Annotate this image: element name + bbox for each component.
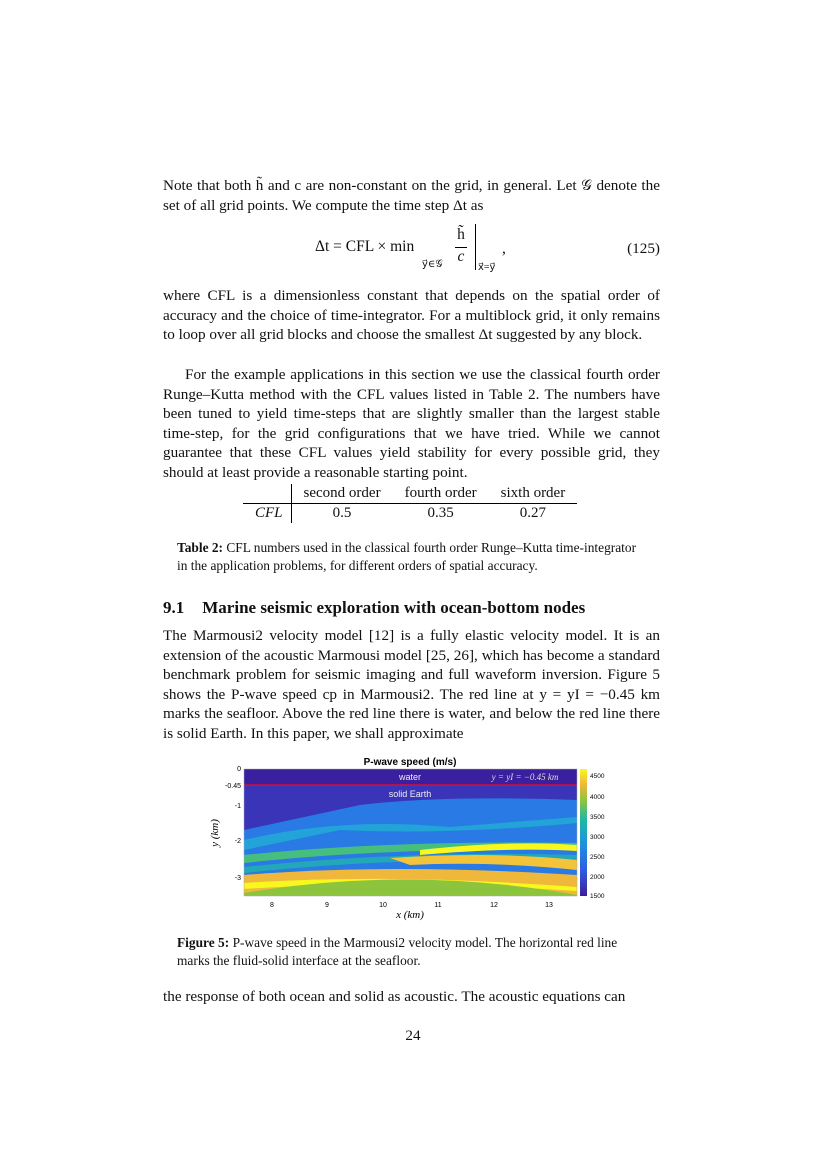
water-label: water [398, 772, 422, 782]
x-tick: 12 [490, 902, 498, 909]
colorbar-tick: 4000 [590, 794, 605, 801]
colorbar-tick: 1500 [590, 893, 605, 900]
x-tick: 11 [434, 902, 442, 909]
y-tick: -3 [234, 875, 241, 882]
table-header: second order [291, 484, 393, 504]
equation-number: (125) [627, 240, 660, 257]
paragraph-acoustic: the response of both ocean and solid as acoustic. The acoustic equations can [163, 988, 626, 1005]
colorbar-tick: 2500 [590, 854, 605, 861]
section-heading: 9.1 Marine seismic exploration with ocean-bottom nodes [163, 598, 586, 617]
y-tick: 0 [237, 766, 241, 773]
x-tick: 13 [545, 902, 553, 909]
velocity-plot [190, 755, 630, 925]
solid-earth-label: solid Earth [388, 789, 432, 799]
y-tick: -0.45 [225, 783, 241, 790]
figure-caption: Figure 5: P-wave speed in the Marmousi2 velocity model. The horizontal red line marks the fluid-solid interface at the seafloor. [177, 935, 618, 968]
x-axis-label: x (km) [396, 909, 424, 921]
table-cell: 0.5 [332, 505, 352, 521]
cfl-table [243, 484, 577, 523]
figure-title: P-wave speed (m/s) [363, 757, 457, 768]
colorbar-tick: 3500 [590, 814, 605, 821]
y-tick: -1 [234, 803, 241, 810]
paragraph-cfl: where CFL is a dimensionless constant that depends on the spatial order of accuracy and the choice of time-integrator. For a multiblock grid, it only remains to loop over all grid blocks and choose the smallest Δt suggested by any block. [163, 287, 660, 344]
equation-125: Δt = CFL × min y⃗∈𝒢 h̃ c x⃗=y⃗ , (125) [315, 226, 660, 273]
y-axis-label: y (km) [209, 819, 221, 847]
colorbar-tick: 2000 [590, 874, 605, 881]
table-header: fourth order [393, 484, 489, 504]
eq-eval: x⃗=y⃗ [478, 262, 496, 273]
page-number: 24 [405, 1027, 421, 1044]
colorbar-tick: 4500 [590, 773, 605, 780]
table-cell: 0.35 [427, 505, 454, 521]
paragraph-marmousi: The Marmousi2 velocity model [12] is a fully elastic velocity model. It is an extension of the acoustic Marmousi model [25, 26], which has become a standard benchmark problem for seismic imaging and full waveform inversion. Figure 5 shows the P-wave speed cp in Marmousi2. The red line at y = yI = −0.45 km marks the seafloor. Above the red line there is water, and below the red line there is solid Earth. In this paper, we shall approximate [163, 627, 660, 742]
y-tick: -2 [234, 838, 241, 845]
x-tick: 9 [325, 902, 329, 909]
eq-num: h̃ [457, 226, 465, 243]
interface-label: y = yI = −0.45 km [491, 772, 559, 782]
eq-sub: y⃗∈𝒢 [422, 259, 443, 270]
colorbar [580, 769, 587, 896]
table-header: sixth order [489, 484, 578, 504]
x-tick: 8 [270, 902, 274, 909]
eq-den: c [457, 248, 465, 265]
table-cell: 0.27 [519, 505, 547, 521]
paragraph-intro: Note that both h̃ and c are non-constant on the grid, in general. Let 𝒢 denote the set of all grid points. We compute the time step Δt as [163, 177, 660, 214]
table-row-label: CFL [243, 504, 291, 524]
colorbar-tick: 3000 [590, 834, 605, 841]
table-caption: Table 2: CFL numbers used in the classical fourth order Runge–Kutta time-integrator in the application problems, for different orders of spatial accuracy. [177, 540, 637, 573]
eq-lhs: Δt = CFL × min [315, 238, 415, 255]
figure-5 [190, 755, 630, 925]
x-tick: 10 [379, 902, 387, 909]
paragraph-rk4: For the example applications in this section we use the classical fourth order Runge–Kutta method with the CFL values listed in Table 2. The numbers have been tuned to yield time-steps that are slightly smaller than the largest stable time-step, for the grid configurations that we have tried. While we cannot guarantee that these CFL values yield stability for every possible grid, they should at least provide a reasonable starting point. [163, 366, 660, 481]
